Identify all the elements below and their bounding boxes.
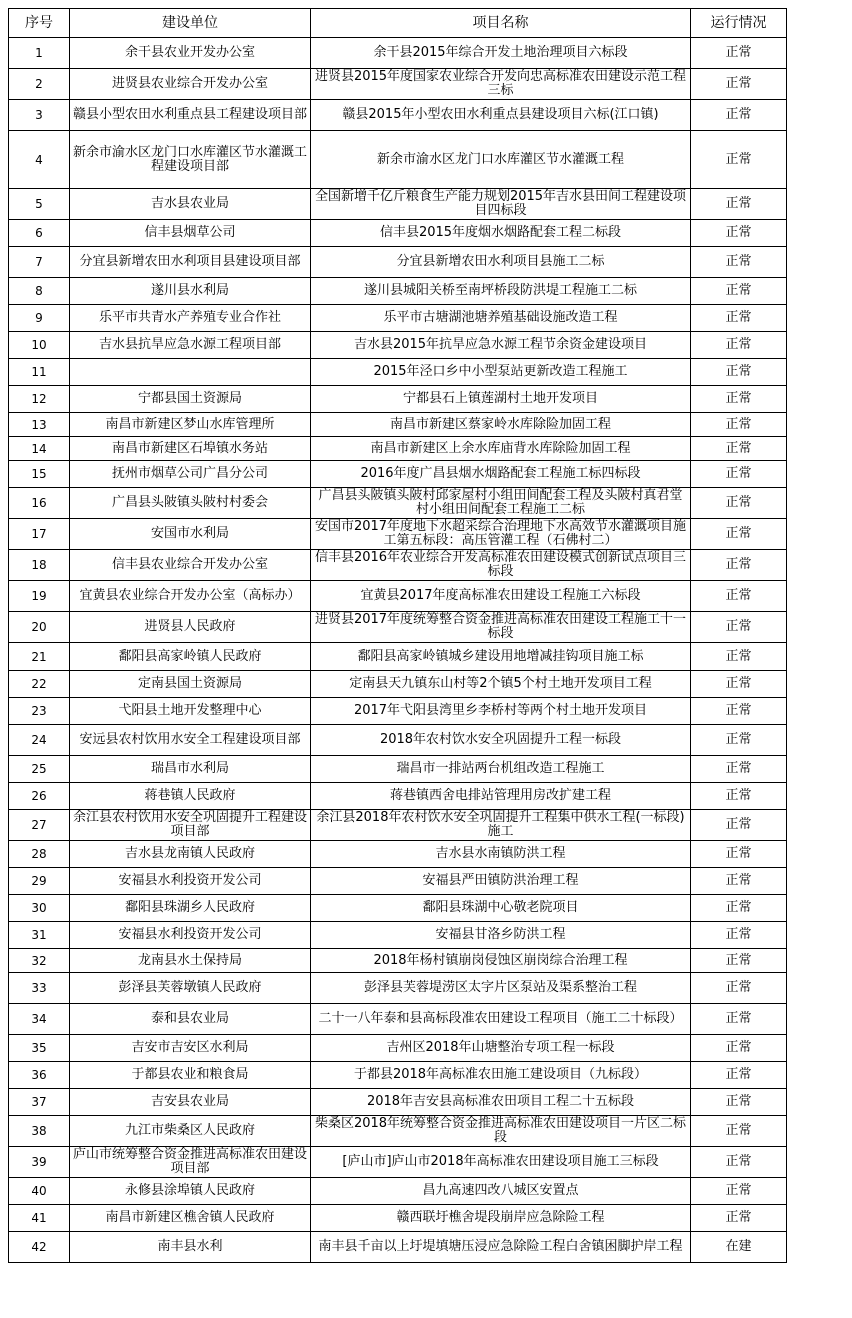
table-row — [9, 756, 787, 783]
cell-seq: 1 — [9, 38, 70, 69]
cell-seq: 35 — [9, 1035, 70, 1062]
table-row — [9, 461, 787, 488]
cell-seq: 34 — [9, 1004, 70, 1035]
table-row — [9, 1004, 787, 1035]
cell-seq: 28 — [9, 841, 70, 868]
cell-status: 正常 — [691, 1147, 787, 1178]
cell-seq: 6 — [9, 220, 70, 247]
cell-seq: 39 — [9, 1147, 70, 1178]
cell-unit: 进贤县人民政府 — [70, 612, 311, 643]
cell-project: 2018年农村饮水安全巩固提升工程一标段 — [311, 725, 691, 756]
table-row — [9, 868, 787, 895]
table-row — [9, 131, 787, 189]
cell-status: 正常 — [691, 247, 787, 278]
table-row — [9, 38, 787, 69]
cell-status: 正常 — [691, 550, 787, 581]
cell-status: 正常 — [691, 1116, 787, 1147]
cell-seq: 14 — [9, 437, 70, 461]
cell-status: 正常 — [691, 643, 787, 671]
cell-status: 正常 — [691, 189, 787, 220]
cell-status: 正常 — [691, 69, 787, 100]
header-seq: 序号 — [9, 9, 70, 38]
cell-project: 2018年杨村镇崩岗侵蚀区崩岗综合治理工程 — [311, 949, 691, 973]
cell-seq: 40 — [9, 1178, 70, 1205]
header-row — [9, 9, 787, 38]
cell-unit: 余江县农村饮用水安全巩固提升工程建设项目部 — [70, 810, 311, 841]
table-row — [9, 698, 787, 725]
cell-unit: 南昌市新建区樵舍镇人民政府 — [70, 1205, 311, 1232]
cell-seq: 29 — [9, 868, 70, 895]
cell-status: 正常 — [691, 38, 787, 69]
cell-status: 正常 — [691, 671, 787, 698]
cell-seq: 33 — [9, 973, 70, 1004]
cell-seq: 31 — [9, 922, 70, 949]
table-row — [9, 519, 787, 550]
cell-unit: 宁都县国土资源局 — [70, 386, 311, 413]
cell-seq: 7 — [9, 247, 70, 278]
table-row — [9, 69, 787, 100]
cell-status: 正常 — [691, 220, 787, 247]
cell-seq: 25 — [9, 756, 70, 783]
cell-project: 昌九高速四改八城区安置点 — [311, 1178, 691, 1205]
cell-project: 安国市2017年度地下水超采综合治理地下水高效节水灌溉项目施工第五标段：高压管灌工程（石佛村二） — [311, 519, 691, 550]
cell-status: 正常 — [691, 1004, 787, 1035]
cell-unit: 鄱阳县珠湖乡人民政府 — [70, 895, 311, 922]
table-row — [9, 1116, 787, 1147]
cell-status: 正常 — [691, 1089, 787, 1116]
cell-status: 正常 — [691, 895, 787, 922]
table-row — [9, 895, 787, 922]
cell-seq: 9 — [9, 305, 70, 332]
cell-project: 赣西联圩樵舍堤段崩岸应急除险工程 — [311, 1205, 691, 1232]
cell-project: 乐平市古塘湖池塘养殖基础设施改造工程 — [311, 305, 691, 332]
cell-status: 正常 — [691, 332, 787, 359]
cell-status: 正常 — [691, 973, 787, 1004]
cell-project: 余干县2015年综合开发土地治理项目六标段 — [311, 38, 691, 69]
table-row — [9, 437, 787, 461]
cell-status: 正常 — [691, 922, 787, 949]
cell-seq: 13 — [9, 413, 70, 437]
cell-project: 吉州区2018年山塘整治专项工程一标段 — [311, 1035, 691, 1062]
table-row — [9, 1035, 787, 1062]
table-row — [9, 247, 787, 278]
cell-project: [庐山市]庐山市2018年高标准农田建设项目施工三标段 — [311, 1147, 691, 1178]
cell-unit: 吉水县农业局 — [70, 189, 311, 220]
cell-seq: 27 — [9, 810, 70, 841]
cell-unit: 分宜县新增农田水利项目县建设项目部 — [70, 247, 311, 278]
table-row — [9, 671, 787, 698]
cell-status: 正常 — [691, 581, 787, 612]
cell-unit: 南丰县水利 — [70, 1232, 311, 1263]
cell-status: 正常 — [691, 1035, 787, 1062]
cell-status: 正常 — [691, 278, 787, 305]
cell-seq: 10 — [9, 332, 70, 359]
cell-unit: 赣县小型农田水利重点县工程建设项目部 — [70, 100, 311, 131]
cell-project: 进贤县2017年度统筹整合资金推进高标准农田建设工程施工十一标段 — [311, 612, 691, 643]
table-row — [9, 332, 787, 359]
cell-status: 正常 — [691, 698, 787, 725]
cell-project: 南昌市新建区蔡家岭水库除险加固工程 — [311, 413, 691, 437]
cell-unit — [70, 359, 311, 386]
cell-project: 新余市渝水区龙门口水库灌区节水灌溉工程 — [311, 131, 691, 189]
cell-seq: 4 — [9, 131, 70, 189]
header-project: 项目名称 — [311, 9, 691, 38]
cell-seq: 38 — [9, 1116, 70, 1147]
cell-unit: 安国市水利局 — [70, 519, 311, 550]
header-unit: 建设单位 — [70, 9, 311, 38]
table-row — [9, 189, 787, 220]
cell-unit: 新余市渝水区龙门口水库灌区节水灌溉工程建设项目部 — [70, 131, 311, 189]
cell-project: 二十一八年泰和县高标段准农田建设工程项目（施工二十标段） — [311, 1004, 691, 1035]
table-row — [9, 1205, 787, 1232]
cell-seq: 8 — [9, 278, 70, 305]
cell-project: 鄱阳县珠湖中心敬老院项目 — [311, 895, 691, 922]
cell-project: 安福县甘洛乡防洪工程 — [311, 922, 691, 949]
cell-status: 正常 — [691, 868, 787, 895]
cell-unit: 九江市柴桑区人民政府 — [70, 1116, 311, 1147]
cell-seq: 41 — [9, 1205, 70, 1232]
cell-unit: 于都县农业和粮食局 — [70, 1062, 311, 1089]
cell-unit: 鄱阳县高家岭镇人民政府 — [70, 643, 311, 671]
cell-seq: 5 — [9, 189, 70, 220]
cell-status: 正常 — [691, 841, 787, 868]
cell-status: 正常 — [691, 461, 787, 488]
cell-seq: 11 — [9, 359, 70, 386]
cell-unit: 遂川县水利局 — [70, 278, 311, 305]
table-row — [9, 1232, 787, 1263]
table-row — [9, 1089, 787, 1116]
cell-project: 2018年吉安县高标准农田项目工程二十五标段 — [311, 1089, 691, 1116]
cell-status: 正常 — [691, 131, 787, 189]
table-row — [9, 612, 787, 643]
cell-seq: 32 — [9, 949, 70, 973]
table-row — [9, 359, 787, 386]
cell-seq: 3 — [9, 100, 70, 131]
table-row — [9, 305, 787, 332]
cell-unit: 定南县国土资源局 — [70, 671, 311, 698]
cell-status: 正常 — [691, 725, 787, 756]
cell-unit: 庐山市统筹整合资金推进高标准农田建设项目部 — [70, 1147, 311, 1178]
cell-project: 全国新增千亿斤粮食生产能力规划2015年吉水县田间工程建设项目四标段 — [311, 189, 691, 220]
table-row — [9, 220, 787, 247]
cell-unit: 弋阳县土地开发整理中心 — [70, 698, 311, 725]
cell-seq: 21 — [9, 643, 70, 671]
table-row — [9, 1178, 787, 1205]
cell-unit: 吉安市吉安区水利局 — [70, 1035, 311, 1062]
cell-unit: 龙南县水土保持局 — [70, 949, 311, 973]
cell-project: 分宜县新增农田水利项目县施工二标 — [311, 247, 691, 278]
cell-seq: 16 — [9, 488, 70, 519]
cell-project: 柴桑区2018年统筹整合资金推进高标准农田建设项目一片区二标段 — [311, 1116, 691, 1147]
cell-seq: 37 — [9, 1089, 70, 1116]
cell-unit: 吉水县龙南镇人民政府 — [70, 841, 311, 868]
cell-project: 吉水县2015年抗旱应急水源工程节余资金建设项目 — [311, 332, 691, 359]
cell-seq: 36 — [9, 1062, 70, 1089]
cell-seq: 15 — [9, 461, 70, 488]
cell-seq: 23 — [9, 698, 70, 725]
cell-project: 2015年泾口乡中小型泵站更新改造工程施工 — [311, 359, 691, 386]
table-row — [9, 841, 787, 868]
table-row — [9, 581, 787, 612]
cell-project: 南丰县千亩以上圩堤填塘压浸应急除险工程白舍镇困脚护岸工程 — [311, 1232, 691, 1263]
cell-project: 安福县严田镇防洪治理工程 — [311, 868, 691, 895]
table-row — [9, 643, 787, 671]
cell-status: 正常 — [691, 1205, 787, 1232]
cell-seq: 20 — [9, 612, 70, 643]
cell-project: 南昌市新建区上余水库庙背水库除险加固工程 — [311, 437, 691, 461]
cell-project: 宜黄县2017年度高标准农田建设工程施工六标段 — [311, 581, 691, 612]
cell-status: 正常 — [691, 1178, 787, 1205]
cell-project: 2016年度广昌县烟水烟路配套工程施工标四标段 — [311, 461, 691, 488]
cell-seq: 18 — [9, 550, 70, 581]
cell-unit: 进贤县农业综合开发办公室 — [70, 69, 311, 100]
cell-unit: 信丰县农业综合开发办公室 — [70, 550, 311, 581]
cell-status: 正常 — [691, 612, 787, 643]
table-row — [9, 973, 787, 1004]
cell-status: 正常 — [691, 359, 787, 386]
cell-status: 正常 — [691, 413, 787, 437]
cell-status: 正常 — [691, 488, 787, 519]
cell-unit: 信丰县烟草公司 — [70, 220, 311, 247]
cell-project: 赣县2015年小型农田水利重点县建设项目六标(江口镇) — [311, 100, 691, 131]
cell-status: 正常 — [691, 1062, 787, 1089]
table-row — [9, 550, 787, 581]
cell-unit: 安福县水利投资开发公司 — [70, 922, 311, 949]
cell-project: 瑞昌市一排站两台机组改造工程施工 — [311, 756, 691, 783]
table-row — [9, 810, 787, 841]
cell-unit: 南昌市新建区梦山水库管理所 — [70, 413, 311, 437]
cell-unit: 余干县农业开发办公室 — [70, 38, 311, 69]
table-row — [9, 1147, 787, 1178]
cell-unit: 吉水县抗旱应急水源工程项目部 — [70, 332, 311, 359]
cell-project: 信丰县2015年度烟水烟路配套工程二标段 — [311, 220, 691, 247]
cell-project: 信丰县2016年农业综合开发高标准农田建设模式创新试点项目三标段 — [311, 550, 691, 581]
cell-status: 正常 — [691, 756, 787, 783]
header-status: 运行情况 — [691, 9, 787, 38]
cell-seq: 42 — [9, 1232, 70, 1263]
cell-unit: 彭泽县芙蓉墩镇人民政府 — [70, 973, 311, 1004]
cell-project: 广昌县头陂镇头陂村邱家屋村小组田间配套工程及头陂村真君堂村小组田间配套工程施工二标 — [311, 488, 691, 519]
table-row — [9, 949, 787, 973]
cell-status: 正常 — [691, 100, 787, 131]
cell-unit: 广昌县头陂镇头陂村村委会 — [70, 488, 311, 519]
cell-status: 正常 — [691, 783, 787, 810]
cell-status: 正常 — [691, 810, 787, 841]
cell-project: 于都县2018年高标准农田施工建设项目（九标段） — [311, 1062, 691, 1089]
cell-project: 宁都县石上镇莲湖村土地开发项目 — [311, 386, 691, 413]
cell-unit: 瑞昌市水利局 — [70, 756, 311, 783]
cell-project: 遂川县城阳关桥至南坪桥段防洪堤工程施工二标 — [311, 278, 691, 305]
cell-project: 蒋巷镇西舍电排站管理用房改扩建工程 — [311, 783, 691, 810]
table-row — [9, 386, 787, 413]
cell-unit: 乐平市共青水产养殖专业合作社 — [70, 305, 311, 332]
cell-seq: 17 — [9, 519, 70, 550]
table-row — [9, 413, 787, 437]
cell-project: 鄱阳县高家岭镇城乡建设用地增减挂钩项目施工标 — [311, 643, 691, 671]
cell-project: 定南县天九镇东山村等2个镇5个村土地开发项目工程 — [311, 671, 691, 698]
cell-seq: 30 — [9, 895, 70, 922]
cell-unit: 安远县农村饮用水安全工程建设项目部 — [70, 725, 311, 756]
cell-unit: 吉安县农业局 — [70, 1089, 311, 1116]
cell-seq: 26 — [9, 783, 70, 810]
cell-project: 2017年弋阳县湾里乡李桥村等两个村土地开发项目 — [311, 698, 691, 725]
cell-seq: 24 — [9, 725, 70, 756]
table-row — [9, 100, 787, 131]
cell-seq: 12 — [9, 386, 70, 413]
cell-project: 吉水县水南镇防洪工程 — [311, 841, 691, 868]
cell-status: 正常 — [691, 949, 787, 973]
cell-status: 正常 — [691, 386, 787, 413]
cell-status: 在建 — [691, 1232, 787, 1263]
cell-project: 进贤县2015年度国家农业综合开发向忠高标准农田建设示范工程三标 — [311, 69, 691, 100]
cell-unit: 永修县涂埠镇人民政府 — [70, 1178, 311, 1205]
cell-seq: 2 — [9, 69, 70, 100]
table-row — [9, 922, 787, 949]
cell-project: 余江县2018年农村饮水安全巩固提升工程集中供水工程(一标段)施工 — [311, 810, 691, 841]
table-row — [9, 725, 787, 756]
cell-seq: 22 — [9, 671, 70, 698]
cell-unit: 泰和县农业局 — [70, 1004, 311, 1035]
cell-unit: 宜黄县农业综合开发办公室（高标办） — [70, 581, 311, 612]
table-row — [9, 278, 787, 305]
cell-status: 正常 — [691, 305, 787, 332]
table-row — [9, 783, 787, 810]
cell-status: 正常 — [691, 519, 787, 550]
table-row — [9, 1062, 787, 1089]
cell-unit: 南昌市新建区石埠镇水务站 — [70, 437, 311, 461]
table-row — [9, 488, 787, 519]
cell-unit: 蒋巷镇人民政府 — [70, 783, 311, 810]
cell-status: 正常 — [691, 437, 787, 461]
cell-project: 彭泽县芙蓉堤涝区太字片区泵站及渠系整治工程 — [311, 973, 691, 1004]
cell-unit: 抚州市烟草公司广昌分公司 — [70, 461, 311, 488]
project-table — [8, 8, 787, 1263]
cell-seq: 19 — [9, 581, 70, 612]
cell-unit: 安福县水利投资开发公司 — [70, 868, 311, 895]
